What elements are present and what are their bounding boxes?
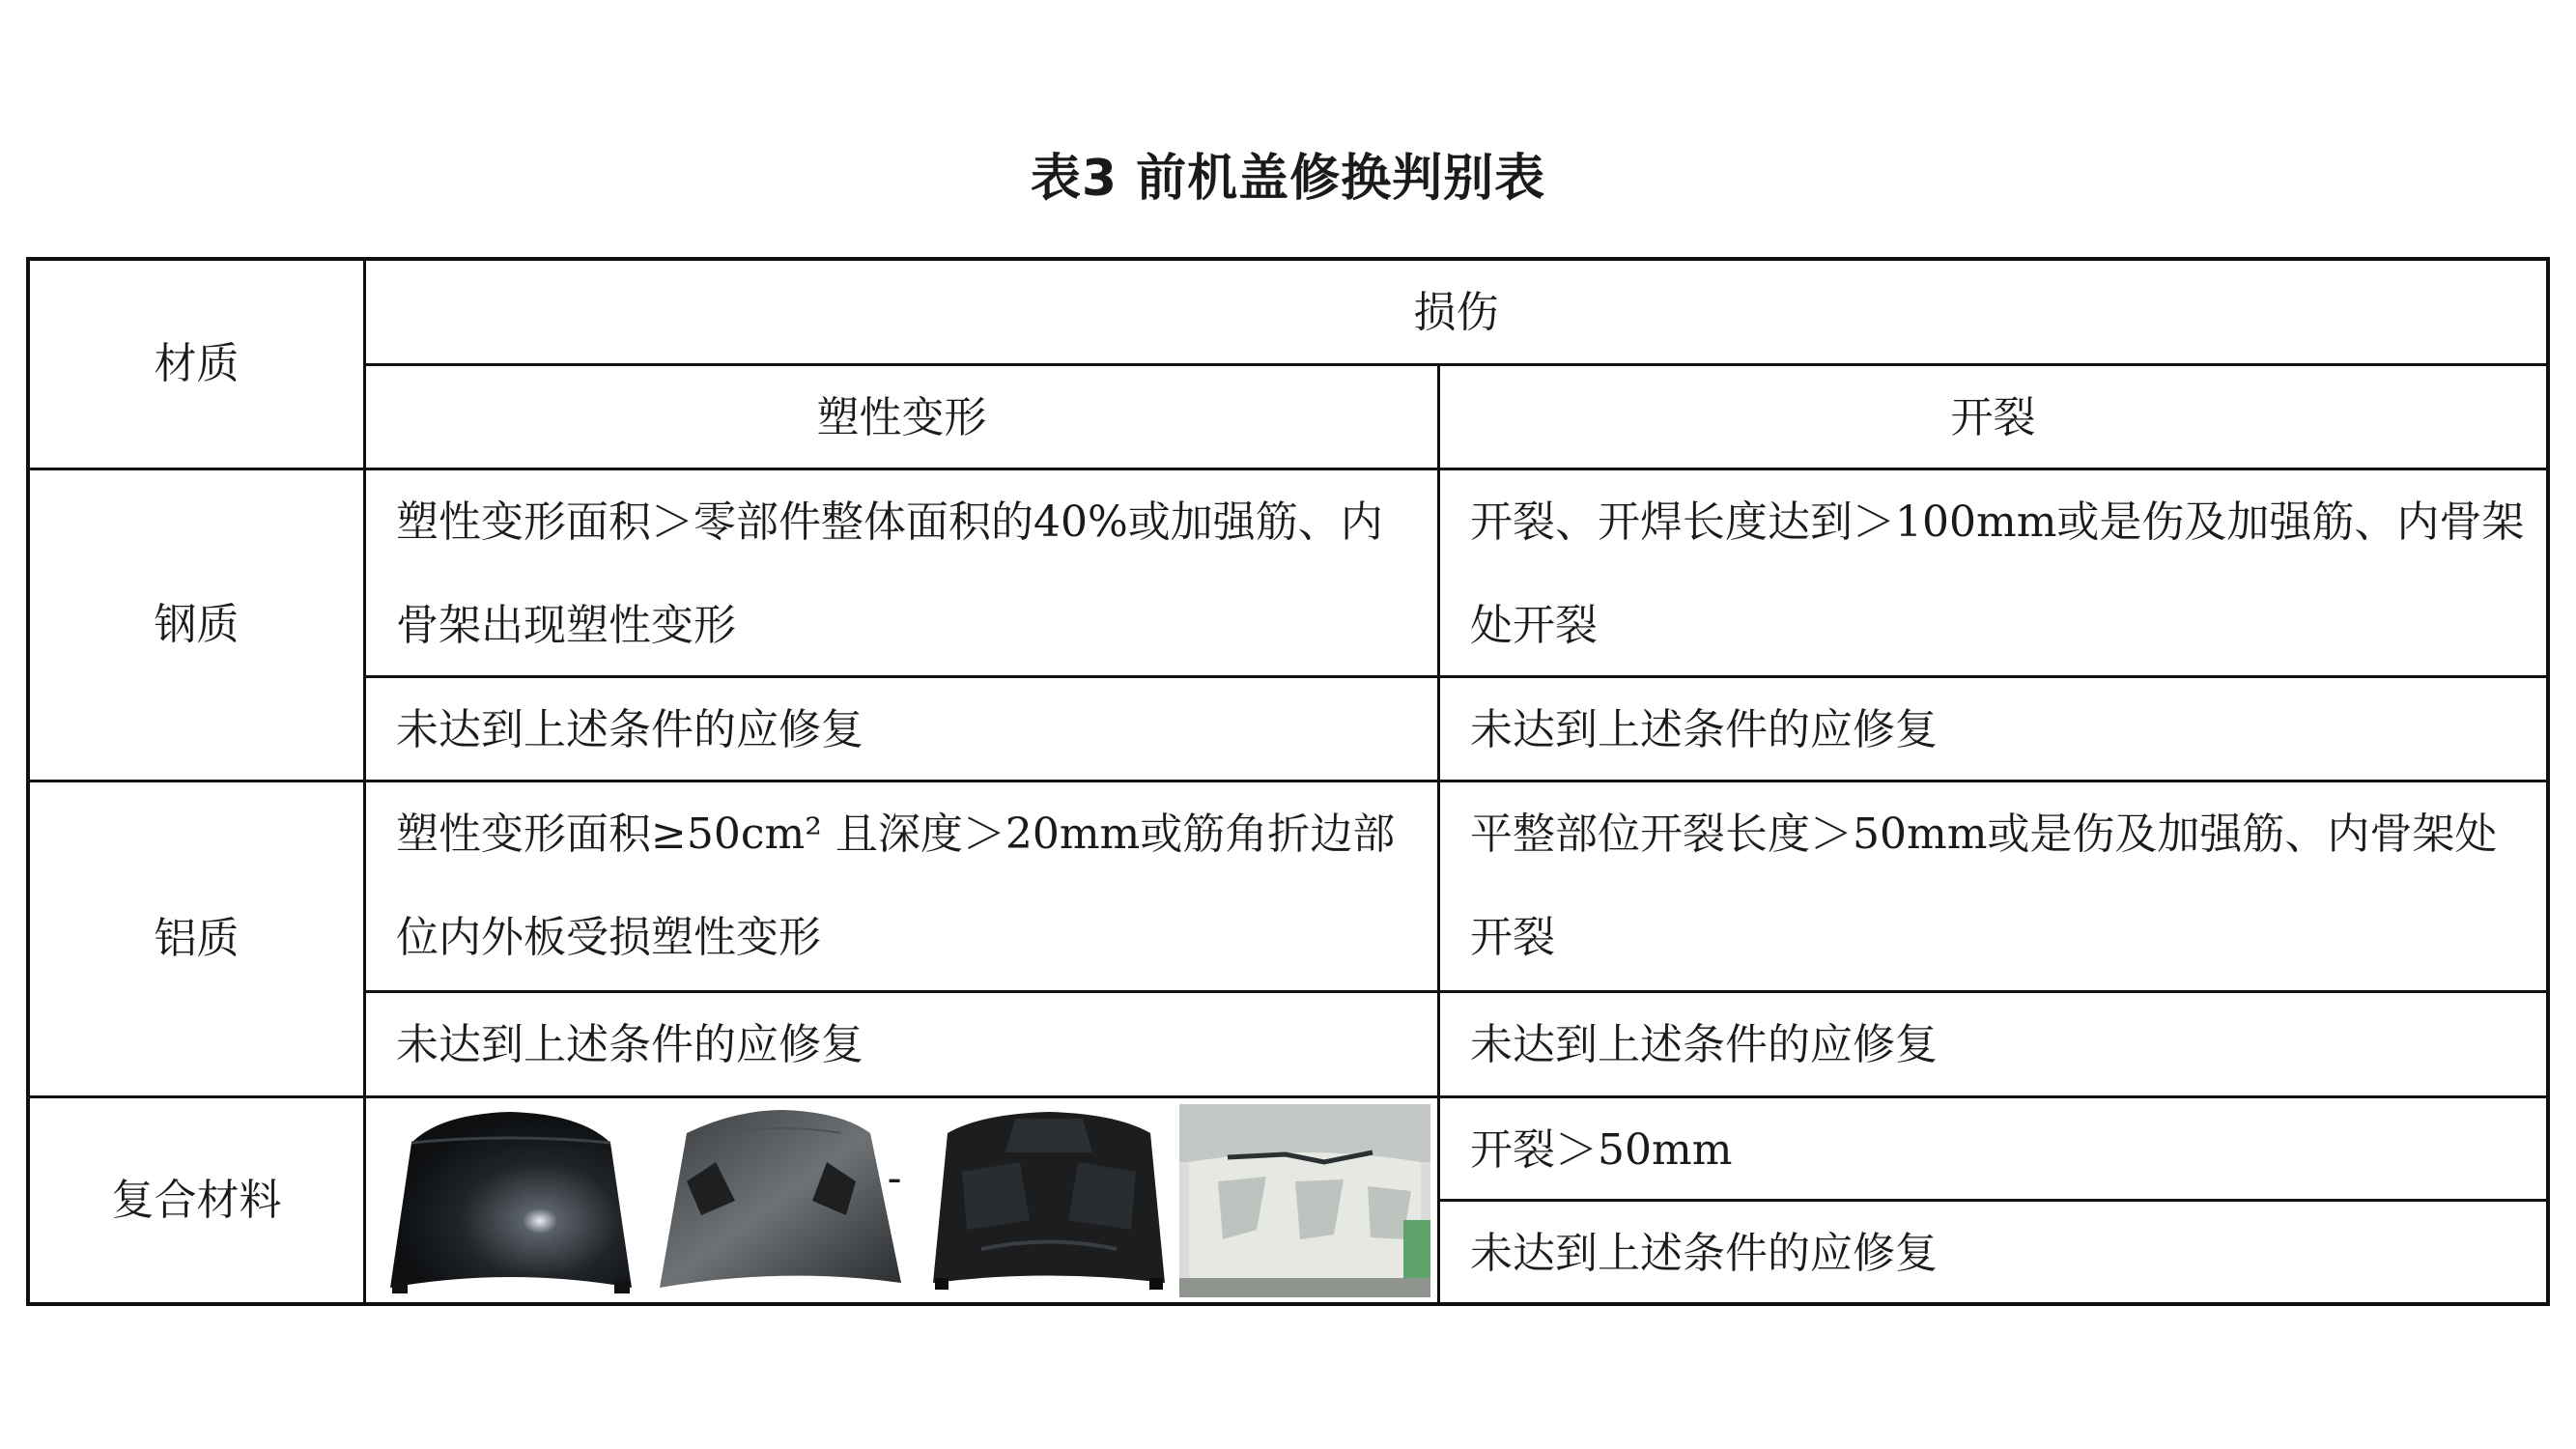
material-composite: 复合材料: [111, 1176, 282, 1225]
aluminum-deformation-replace: 塑性变形面积≥50cm² 且深度＞20mm或筋角折边部位内外板受损塑性变形: [396, 810, 1396, 962]
header-material: 材质: [154, 339, 240, 388]
steel-crack-repair: 未达到上述条件的应修复: [1470, 705, 1938, 754]
carbon-fiber-hood-photo: [648, 1104, 914, 1297]
black-hood-photo: [382, 1104, 638, 1297]
composite-crack-repair: 未达到上述条件的应修复: [1470, 1229, 1938, 1278]
hood-repair-table: [26, 257, 2550, 1306]
steel-crack-replace: 开裂、开焊长度达到＞100mm或是伤及加强筋、内骨架处开裂: [1470, 497, 2525, 650]
material-aluminum: 铝质: [154, 914, 240, 963]
aluminum-crack-repair: 未达到上述条件的应修复: [1470, 1020, 1938, 1069]
hood-inner-frame-photo: [923, 1104, 1175, 1297]
steel-deformation-repair: 未达到上述条件的应修复: [396, 705, 863, 754]
cracked-hood-underside-photo: [1179, 1104, 1430, 1297]
material-steel: 钢质: [154, 600, 240, 649]
header-plastic-deformation: 塑性变形: [816, 393, 987, 442]
composite-crack-replace: 开裂＞50mm: [1470, 1125, 1733, 1175]
aluminum-deformation-repair: 未达到上述条件的应修复: [396, 1020, 863, 1069]
page-title: 表3 前机盖修换判别表: [1030, 150, 1546, 208]
header-damage: 损伤: [1413, 288, 1499, 337]
header-crack: 开裂: [1950, 393, 2036, 442]
image-separator: -: [887, 1153, 902, 1203]
aluminum-crack-replace: 平整部位开裂长度＞50mm或是伤及加强筋、内骨架处开裂: [1470, 810, 2498, 962]
steel-deformation-replace: 塑性变形面积＞零部件整体面积的40%或加强筋、内骨架出现塑性变形: [396, 497, 1383, 650]
